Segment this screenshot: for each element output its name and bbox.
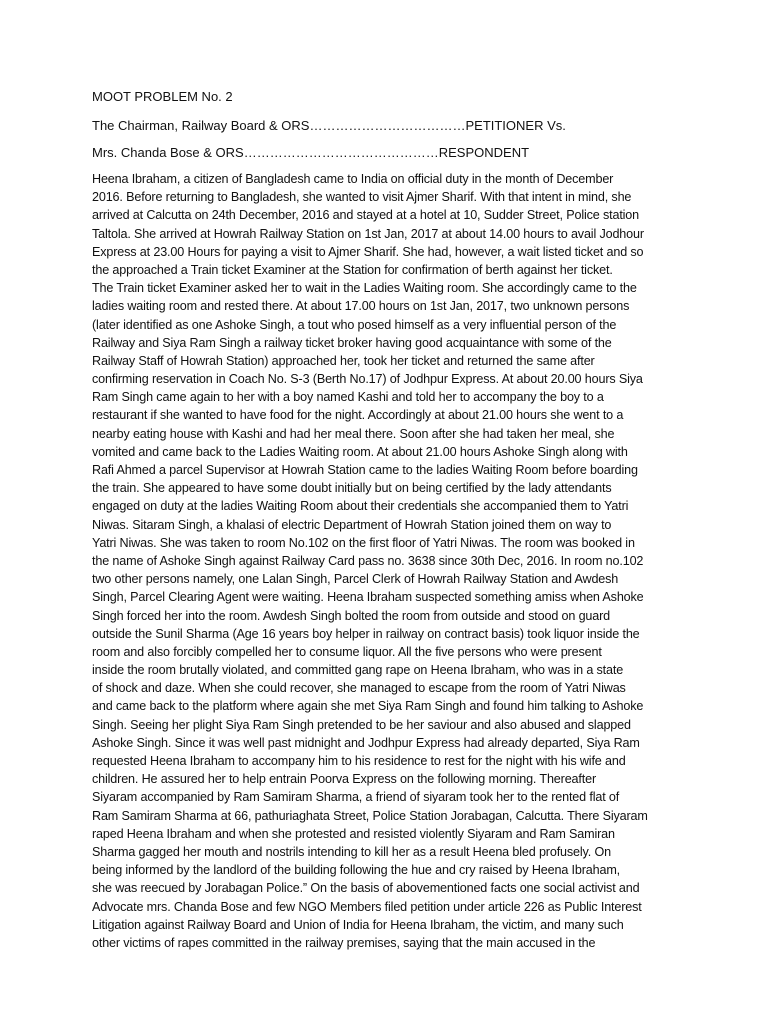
- paragraph-line: being informed by the landlord of the building following the hue and cry raised by Heena Ibraham,: [92, 863, 621, 878]
- paragraph-line: the approached a Train ticket Examiner at the Station for confirmation of berth against her ticket.: [92, 262, 613, 277]
- paragraph-line: Sharma gagged her mouth and nostrils intending to kill her as a result Heena bled profusely. On: [92, 844, 611, 859]
- paragraph-line: ladies waiting room and rested there. At about 17.00 hours on 1st Jan, 2017, two unknown persons: [92, 299, 630, 314]
- paragraph-line: outside the Sunil Sharma (Age 16 years boy helper in railway on contract basis) took liquor inside the: [92, 626, 640, 641]
- paragraph-line: children. He assured her to help entrain Poorva Express on the following morning. Thereafter: [92, 772, 596, 787]
- paragraph-line: inside the room brutally violated, and committed gang rape on Heena Ibraham, who was in a state: [92, 663, 624, 678]
- paragraph-line: Ram Singh came again to her with a boy named Kashi and told her to accompany the boy to a: [92, 390, 604, 405]
- paragraph-line: Express at 23.00 Hours for paying a visit to Ajmer Sharif. She had, however, a wait listed ticket and so: [92, 244, 644, 259]
- paragraph-line: Taltola. She arrived at Howrah Railway Station on 1st Jan, 2017 at about 14.00 hours to avail Jodhour: [92, 226, 644, 241]
- paragraph-line: Siyaram accompanied by Ram Samiram Sharma, a friend of siyaram took her to the rented flat of: [92, 790, 620, 805]
- paragraph-line: Singh, Parcel Clearing Agent were waiting. Heena Ibraham suspected something amiss when Ashoke: [92, 590, 644, 605]
- paragraph-line: vomited and came back to the Ladies Waiting room. At about 21.00 hours Ashoke Singh along with: [92, 444, 628, 459]
- paragraph-line: and came back to the platform where again she met Siya Ram Singh and found him talking to Ashoke: [92, 699, 644, 714]
- paragraph-line: Ram Samiram Sharma at 66, pathuriaghata Street, Police Station Jorabagan, Calcutta. There Siyaram: [92, 808, 648, 823]
- paragraph-line: other victims of rapes committed in the railway premises, saying that the main accused in the: [92, 935, 596, 950]
- paragraph-line: The Train ticket Examiner asked her to wait in the Ladies Waiting room. She accordingly came to the: [92, 281, 637, 296]
- paragraph-line: Railway Staff of Howrah Station) approached her, took her ticket and returned the same after: [92, 353, 595, 368]
- paragraph-line: raped Heena Ibraham and when she protested and resisted violently Siyaram and Ram Samiran: [92, 826, 615, 841]
- paragraph-line: Ashoke Singh. Since it was well past midnight and Jodhpur Express had already departed, Siya Ram: [92, 735, 640, 750]
- paragraph-line: Rafi Ahmed a parcel Supervisor at Howrah Station came to the ladies Waiting Room before boarding: [92, 463, 638, 477]
- paragraph-line: Singh. Seeing her plight Siya Ram Singh pretended to be her saviour and also abused and slapped: [92, 717, 631, 732]
- document-title: MOOT PROBLEM No. 2: [92, 89, 233, 104]
- paragraph-line: nearby eating house with Kashi and had her meal there. Soon after she had taken her meal, she: [92, 426, 615, 441]
- paragraph-line: (later identified as one Ashoke Singh, a tout who posed himself as a very influential person of the: [92, 317, 617, 332]
- paragraph-line: of shock and daze. When she could recover, she managed to escape from the room of Yatri Niwas: [92, 681, 626, 696]
- petitioner-line: The Chairman, Railway Board & ORS………………………………PETITIONER Vs.: [92, 118, 566, 133]
- paragraph-line: Niwas. Sitaram Singh, a khalasi of electric Department of Howrah Station joined them on way to: [92, 517, 612, 532]
- paragraph-line: Singh forced her into the room. Awdesh Singh bolted the room from outside and stood on guard: [92, 608, 611, 623]
- paragraph-line: the train. She appeared to have some doubt initially but on being certified by the lady attendants: [92, 481, 612, 496]
- paragraph-line: engaged on duty at the ladies Waiting Room about their credentials she accompanied them to Yatri: [92, 499, 629, 514]
- paragraph-line: confirming reservation in Coach No. S-3 (Berth No.17) of Jodhpur Express. At about 20.00 hours Siya: [92, 372, 643, 387]
- paragraph-line: requested Heena Ibraham to accompany him to his residence to rest for the night with his wife and: [92, 754, 626, 768]
- paragraph-line: room and also forcibly compelled her to consume liquor. All the five persons who were present: [92, 644, 602, 659]
- paragraph-line: she was reecued by Jorabagan Police.” On the basis of abovementioned facts one social activist and: [92, 881, 640, 896]
- paragraph-line: Advocate mrs. Chanda Bose and few NGO Members filed petition under article 226 as Public Interest: [92, 899, 642, 914]
- paragraph-line: Yatri Niwas. She was taken to room No.102 on the first floor of Yatri Niwas. The room was booked in: [92, 535, 635, 550]
- paragraph-line: restaurant if she wanted to have food for the night. Accordingly at about 21.00 hours she went to a: [92, 408, 624, 423]
- paragraph-line: two other persons namely, one Lalan Singh, Parcel Clerk of Howrah Railway Station and Awdesh: [92, 572, 619, 587]
- respondent-line: Mrs. Chanda Bose & ORS………………………………………RESPONDENT: [92, 145, 530, 160]
- paragraph-line: Litigation against Railway Board and Union of India for Heena Ibraham, the victim, and many such: [92, 917, 624, 932]
- paragraph-line: the name of Ashoke Singh against Railway Card pass no. 3638 since 30th Dec, 2016. In room no.102: [92, 553, 644, 568]
- body-paragraph: [92, 170, 692, 952]
- paragraph-line: Railway and Siya Ram Singh a railway ticket broker having good acquaintance with some of the: [92, 335, 612, 350]
- paragraph-line: Heena Ibraham, a citizen of Bangladesh came to India on official duty in the month of December: [92, 172, 614, 186]
- paragraph-line: 2016. Before returning to Bangladesh, she wanted to visit Ajmer Sharif. With that intent in mind, she: [92, 190, 632, 205]
- paragraph-line: arrived at Calcutta on 24th December, 2016 and stayed at a hotel at 10, Sudder Street, Police station: [92, 208, 640, 223]
